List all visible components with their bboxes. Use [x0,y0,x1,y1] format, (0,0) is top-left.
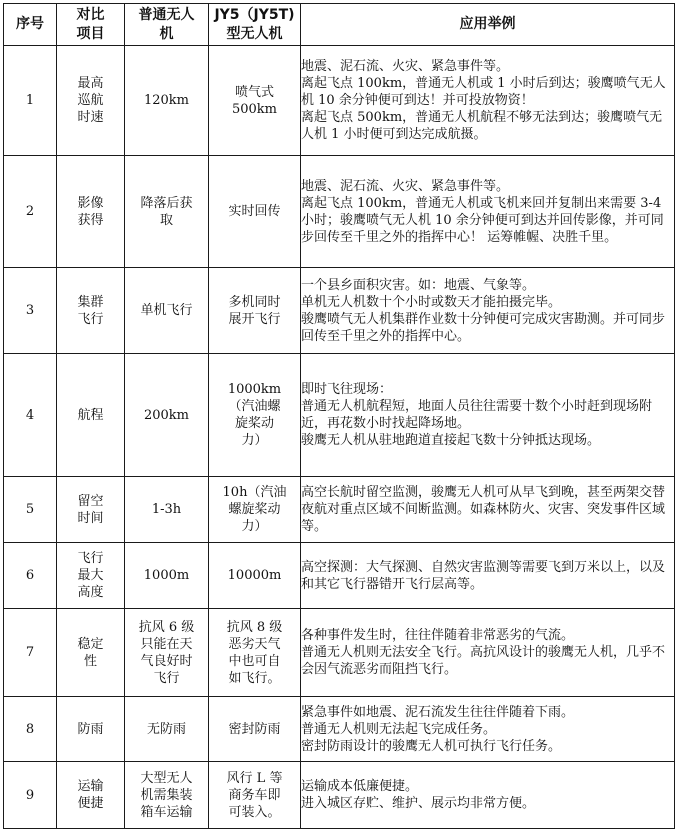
cell-item: 飞行 最大 高度 [57,543,125,609]
cell-jy5-uav: 10000m [209,543,301,609]
example-line: 地震、泥石流、火灾、紧急事件等。 [301,178,510,194]
table-row [4,609,675,697]
example-line: 离起飞点 100km，普通无人机或飞机来回并复制出来需要 3-4 小时；骏鹰喷气无人机 10 余分钟便可到达并回传影像，并可同步回传至千里之外的指挥中心！ 运筹帷幄、决胜千里。 [301,195,664,245]
cell-seq: 9 [4,762,57,829]
cell-example [301,609,675,697]
table-row [4,697,675,762]
table-row [4,762,675,829]
example-line: 离起飞点 100km，普通无人机或 1 小时后到达；骏鹰喷气无人机 10 余分钟便可到达！并可投放物资！ [301,76,666,108]
table-row [4,46,675,156]
cell-example [301,156,675,268]
cell-seq: 7 [4,609,57,697]
example-line: 高空长航时留空监测，骏鹰无人机可从早飞到晚，甚至两架交替夜航对重点区域不间断监测。如森林防火、灾害、突发事件区域等。 [301,485,666,534]
cell-jy5-uav: 多机同时 展开飞行 [209,268,301,354]
table-row [4,543,675,609]
cell-jy5-uav: 10h（汽油 螺旋桨动 力） [209,477,301,543]
example-line: 骏鹰无人机从驻地跑道直接起飞数十分钟抵达现场。 [301,433,601,448]
example-line: 地震、泥石流、火灾、紧急事件等。 [301,59,510,74]
cell-jy5-uav: 抗风 8 级 恶劣天气 中也可自 如飞行。 [209,609,301,697]
cell-seq: 6 [4,543,57,609]
table-row [4,354,675,477]
cell-seq: 1 [4,46,57,156]
cell-normal-uav: 无防雨 [125,697,209,762]
example-line: 离起飞点 500km，普通无人机航程不够无法到达；骏鹰喷气无人机 1 小时便可到达完成航摄。 [301,110,663,142]
cell-item: 稳定 性 [57,609,125,697]
cell-normal-uav: 抗风 6 级 只能在天 气良好时 飞行 [125,609,209,697]
cell-example [301,697,675,762]
cell-normal-uav: 降落后获 取 [125,156,209,268]
example-line: 单机无人机数十个小时或数天才能拍摄完毕。 [301,294,562,310]
header-normal-uav: 普通无人 机 [125,4,209,46]
cell-seq: 4 [4,354,57,477]
header-item: 对比 项目 [57,4,125,46]
example-line: 运输成本低廉便捷。 [301,779,419,794]
table-row [4,477,675,543]
cell-example [301,543,675,609]
cell-jy5-uav: 喷气式 500km [209,46,301,156]
cell-item: 防雨 [57,697,125,762]
cell-example [301,46,675,156]
example-line: 普通无人机航程短，地面人员往往需要十数个小时赶到现场附近，再花数小时找起降场地。 [301,399,653,431]
cell-normal-uav: 1000m [125,543,209,609]
header-jy5-uav: JY5（JY5T) 型无人机 [209,4,301,46]
cell-item: 集群 飞行 [57,268,125,354]
cell-item: 最高 巡航 时速 [57,46,125,156]
header-row [4,4,675,46]
header-example: 应用举例 [301,4,675,46]
example-line: 骏鹰喷气无人机集群作业数十分钟便可完成灾害勘测。并可同步回传至千里之外的指挥中心。 [301,311,666,344]
example-line: 一个县乡面积灾害。如：地震、气象等。 [301,277,536,293]
comparison-table [3,3,675,829]
table-row [4,268,675,354]
cell-normal-uav: 单机飞行 [125,268,209,354]
example-line: 各种事件发生时，往往伴随着非常恶劣的气流。 [301,628,575,643]
cell-example [301,354,675,477]
cell-item: 留空 时间 [57,477,125,543]
cell-seq: 2 [4,156,57,268]
cell-seq: 8 [4,697,57,762]
cell-item: 影像 获得 [57,156,125,268]
cell-jy5-uav: 风行 L 等 商务车即 可装入。 [209,762,301,829]
example-line: 进入城区存贮、维护、展示均非常方便。 [301,796,536,811]
cell-item: 运输 便捷 [57,762,125,829]
example-line: 普通无人机则无法起飞完成任务。 [301,721,497,737]
cell-example [301,762,675,829]
cell-jy5-uav: 密封防雨 [209,697,301,762]
cell-example [301,477,675,543]
cell-seq: 3 [4,268,57,354]
cell-normal-uav: 1-3h [125,477,209,543]
cell-example [301,268,675,354]
header-seq: 序号 [4,4,57,46]
cell-jy5-uav: 1000km （汽油螺 旋桨动 力） [209,354,301,477]
cell-item: 航程 [57,354,125,477]
example-line: 紧急事件如地震、泥石流发生往往伴随着下雨。 [301,704,575,720]
cell-normal-uav: 120km [125,46,209,156]
example-line: 密封防雨设计的骏鹰无人机可执行飞行任务。 [301,738,562,754]
example-line: 高空探测：大气探测、自然灾害监测等需要飞到万米以上，以及和其它飞行器错开飞行层高等。 [301,559,666,592]
cell-jy5-uav: 实时回传 [209,156,301,268]
table-row [4,156,675,268]
example-line: 即时飞往现场： [301,382,393,397]
cell-normal-uav: 200km [125,354,209,477]
cell-seq: 5 [4,477,57,543]
example-line: 普通无人机则无法安全飞行。高抗风设计的骏鹰无人机，几乎不会因气流恶劣而阻挡飞行。 [301,645,666,677]
cell-normal-uav: 大型无人 机需集装 箱车运输 [125,762,209,829]
